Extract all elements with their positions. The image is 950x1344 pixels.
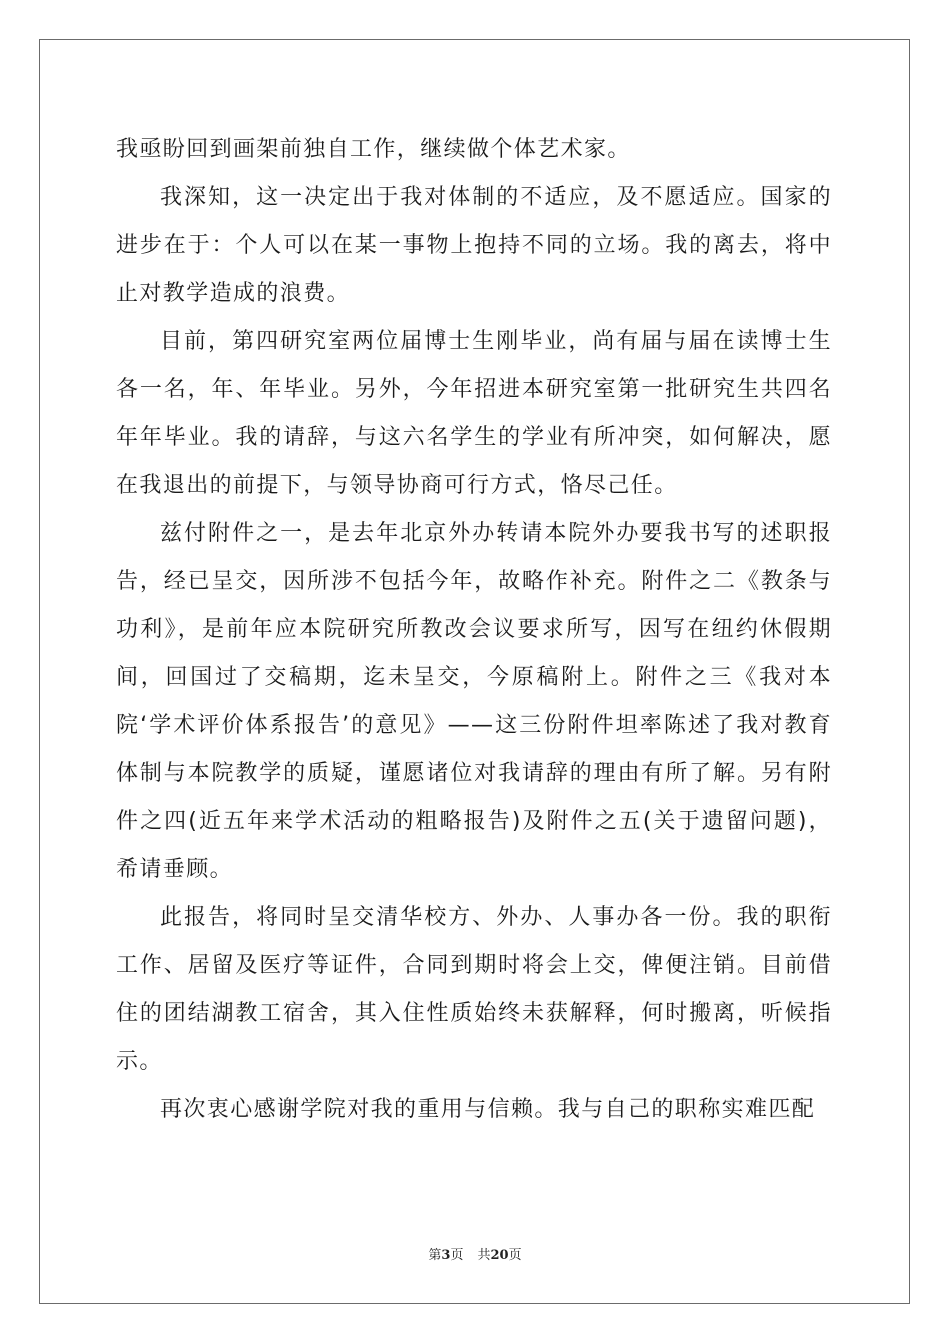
paragraph-6: 再次衷心感谢学院对我的重用与信赖。我与自己的职称实难匹配 <box>160 1097 816 1122</box>
paragraph-4: 兹付附件之一，是去年北京外办转请本院外办要我书写的述职报告，经已呈交，因所涉不包括今年，故略作补充。附件之二《教条与功利》，是前年应本院研究所教改会议要求所写，因写在纽约休假期间，回国过了交稿期，迄未呈交，今原稿附上。附件之三《我对本院‘学术评价体系报告’的意见》——这三份附件坦率陈述了我对教育体制与本院教学的质疑，谨愿诸位对我请辞的理由有所了解。另有附件之四(近五年来学术活动的粗略报告)及附件之五(关于遗留问题)，希请垂顾。 <box>116 521 832 882</box>
paragraph-3: 目前，第四研究室两位届博士生刚毕业，尚有届与届在读博士生各一名，年、年毕业。另外，今年招进本研究室第一批研究生共四名年年毕业。我的请辞，与这六名学生的学业有所冲突，如何解决，愿在我退出的前提下，与领导协商可行方式，恪尽己任。 <box>116 329 832 498</box>
page-prefix: 第 <box>428 1248 442 1263</box>
total-prefix: 共 <box>477 1248 491 1263</box>
page-suffix: 页 <box>450 1248 464 1263</box>
total-suffix: 页 <box>508 1248 522 1263</box>
total-pages: 20 <box>490 1248 509 1263</box>
page-footer <box>0 1244 950 1263</box>
paragraph-5: 此报告，将同时呈交清华校方、外办、人事办各一份。我的职衔工作、居留及医疗等证件，合同到期时将会上交，俾便注销。目前借住的团结湖教工宿舍，其入住性质始终未获解释，何时搬离，听候指示。 <box>116 905 832 1074</box>
document-body <box>116 126 832 1134</box>
paragraph-1: 我亟盼回到画架前独自工作，继续做个体艺术家。 <box>116 137 631 162</box>
page-number: 3 <box>441 1248 451 1263</box>
paragraph-2: 我深知，这一决定出于我对体制的不适应，及不愿适应。国家的进步在于：个人可以在某一事物上抱持不同的立场。我的离去，将中止对教学造成的浪费。 <box>116 185 832 306</box>
